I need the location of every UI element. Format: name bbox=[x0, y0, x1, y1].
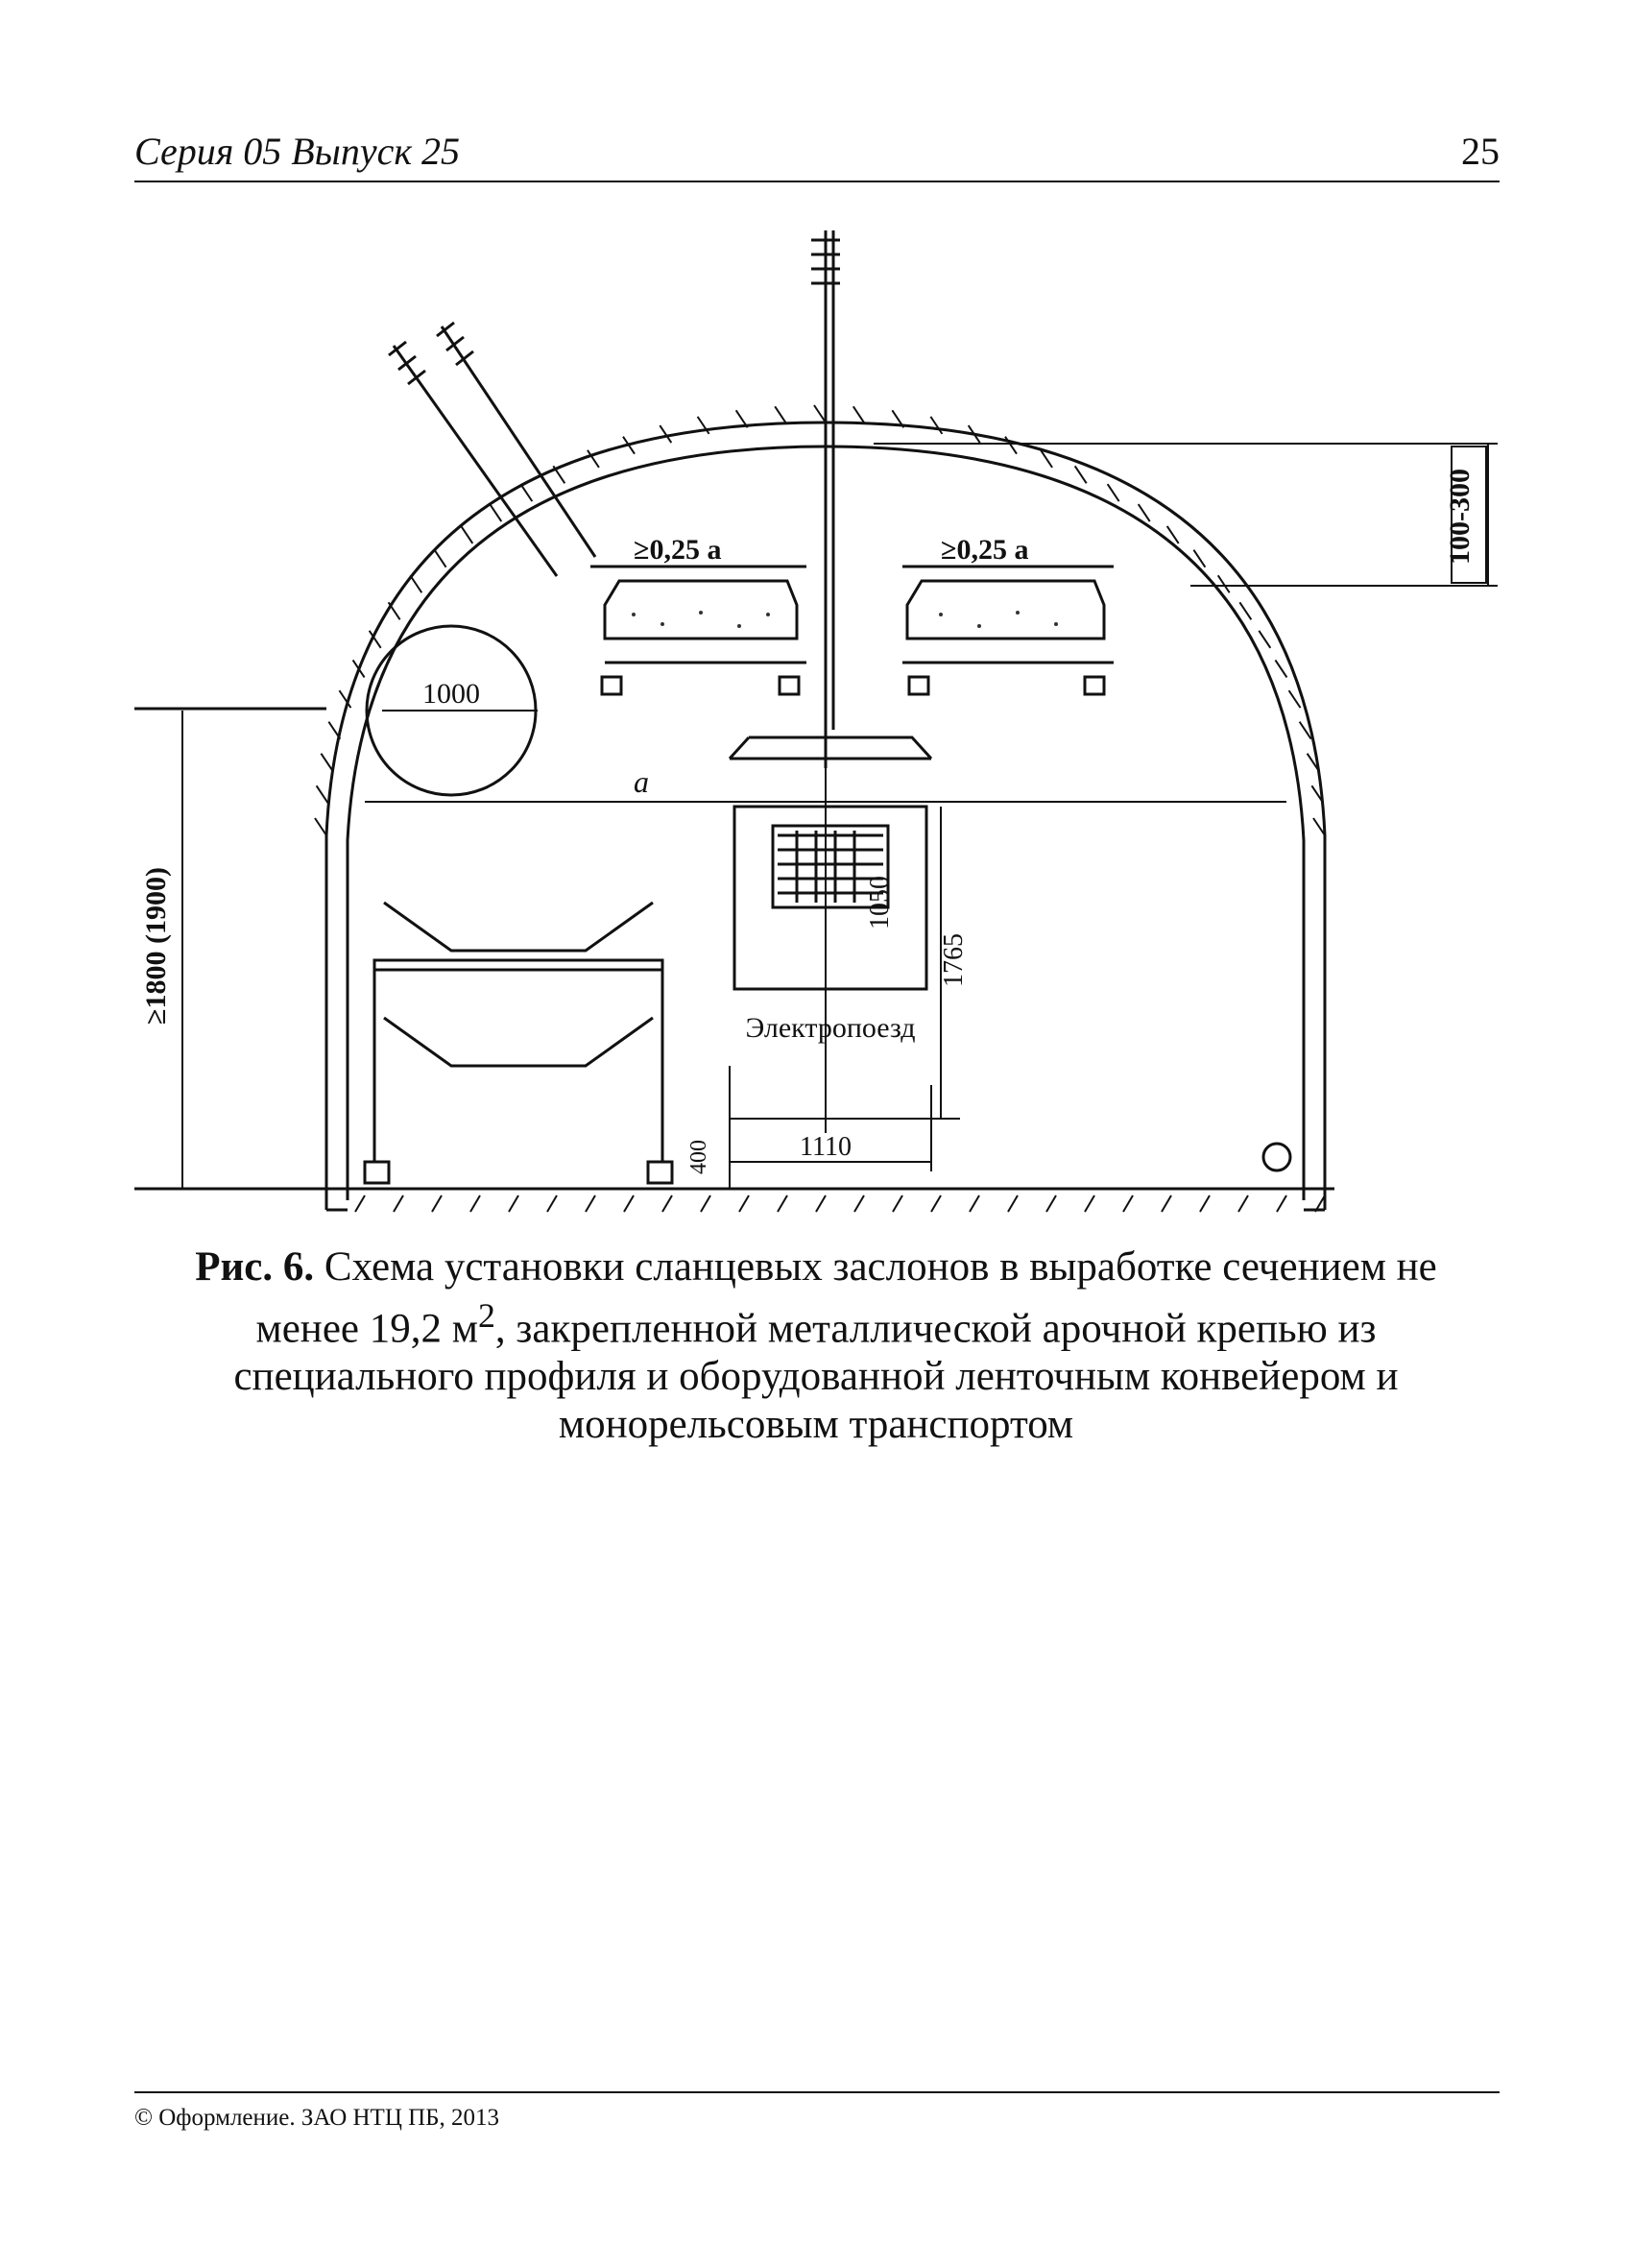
series-title: Серия 05 Выпуск 25 bbox=[134, 130, 461, 173]
hatch-mark bbox=[1289, 690, 1301, 708]
shale-barrier-left bbox=[590, 567, 806, 694]
train-width-label: 1110 bbox=[800, 1132, 852, 1162]
floor-clearance-label: 400 bbox=[686, 1140, 711, 1174]
figure-caption bbox=[144, 1243, 1488, 1449]
left-gap-label: ≥0,25 a bbox=[634, 534, 722, 566]
right-gap-label: ≥0,25 a bbox=[941, 534, 1029, 566]
hatch-mark bbox=[1005, 437, 1017, 454]
train-height-label: 1765 bbox=[939, 933, 969, 987]
tunnel-diagram bbox=[134, 211, 1517, 1229]
monorail-train bbox=[730, 737, 960, 1189]
hatch-mark bbox=[1085, 1195, 1094, 1212]
clearance-label: 100-300 bbox=[1444, 469, 1476, 565]
suspension-chain bbox=[811, 230, 840, 768]
hatch-mark bbox=[547, 1195, 557, 1212]
hatch-mark bbox=[739, 1195, 749, 1212]
hatch-mark bbox=[432, 1195, 442, 1212]
hatch-mark bbox=[328, 722, 340, 739]
hatch-mark bbox=[778, 1195, 787, 1212]
hatch-mark bbox=[662, 1195, 672, 1212]
rail-roller bbox=[1263, 1144, 1290, 1170]
hatch-mark bbox=[854, 1195, 864, 1212]
page-header bbox=[134, 123, 1500, 182]
page-footer bbox=[134, 2091, 1500, 2131]
hatch-mark bbox=[355, 1195, 365, 1212]
caption-text-2: , закрепленной металлической арочной крепью из специального профиля и оборудованной ленточным конвейером и монорельсовым транспортом bbox=[233, 1306, 1399, 1448]
belt-conveyor bbox=[365, 903, 672, 1183]
cabin-height-label: 1050 bbox=[865, 876, 895, 929]
hatch-mark bbox=[814, 405, 826, 422]
hatch-mark bbox=[470, 1195, 480, 1212]
shale-barrier-right bbox=[902, 567, 1114, 694]
page-number: 25 bbox=[1461, 130, 1500, 173]
hatch-mark bbox=[970, 1195, 979, 1212]
train-label: Электропоезд bbox=[745, 1012, 916, 1044]
figure-number: Рис. 6. bbox=[195, 1244, 315, 1290]
hatch-mark bbox=[490, 504, 501, 521]
hatch-mark bbox=[586, 1195, 595, 1212]
hatch-mark bbox=[461, 526, 472, 543]
span-label: a bbox=[634, 764, 649, 799]
hatch-mark bbox=[435, 550, 446, 567]
hatch-mark bbox=[1108, 484, 1119, 501]
hatch-mark bbox=[893, 1195, 902, 1212]
hatch-mark bbox=[853, 406, 865, 423]
hatch-mark bbox=[321, 754, 332, 771]
hatch-mark bbox=[1239, 602, 1251, 619]
hatch-mark bbox=[315, 818, 326, 835]
hatch-mark bbox=[816, 1195, 826, 1212]
hatch-mark bbox=[931, 1195, 941, 1212]
caption-superscript: 2 bbox=[477, 1296, 495, 1335]
hatch-mark bbox=[1123, 1195, 1133, 1212]
hatch-mark bbox=[1075, 466, 1087, 483]
hatch-mark bbox=[1275, 660, 1286, 677]
hatch-mark bbox=[930, 417, 942, 434]
hatch-mark bbox=[1046, 1195, 1056, 1212]
hatch-mark bbox=[1200, 1195, 1210, 1212]
hatch-mark bbox=[1259, 631, 1270, 648]
hatch-mark bbox=[509, 1195, 518, 1212]
anchor-rods bbox=[389, 323, 595, 576]
hatch-mark bbox=[775, 406, 786, 423]
hatch-mark bbox=[624, 1195, 634, 1212]
hatch-mark bbox=[520, 484, 532, 501]
hatch-mark bbox=[701, 1195, 710, 1212]
hatch-mark bbox=[317, 785, 328, 803]
hatch-mark bbox=[1277, 1195, 1286, 1212]
hatch-mark bbox=[394, 1195, 403, 1212]
circle-diameter-label: 1000 bbox=[422, 678, 480, 710]
hatch-mark bbox=[389, 602, 400, 619]
hatch-mark bbox=[1238, 1195, 1248, 1212]
copyright: © Оформление. ЗАО НТЦ ПБ, 2013 bbox=[134, 2105, 500, 2131]
caption-text-1: Схема установки сланцевых заслонов в выработке сечением не менее 19,2 м bbox=[255, 1244, 1437, 1352]
hatch-mark bbox=[1008, 1195, 1018, 1212]
walkway-height-label: ≥1800 (1900) bbox=[140, 867, 172, 1025]
hatch-mark bbox=[410, 575, 421, 592]
hatch-mark bbox=[1162, 1195, 1171, 1212]
